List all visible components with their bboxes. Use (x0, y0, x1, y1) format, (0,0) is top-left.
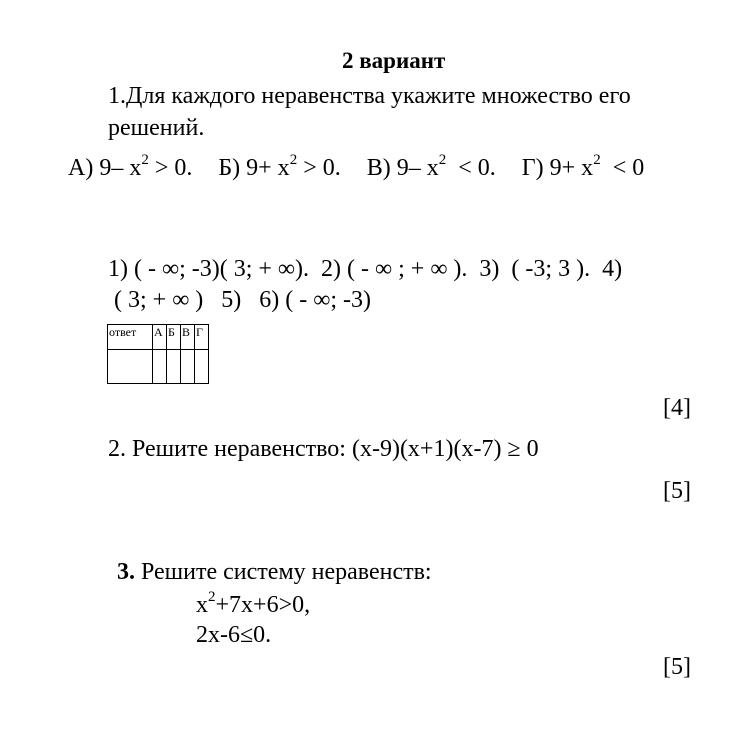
inequality-b: Б) $9+ х^2 > 0$. (218, 152, 341, 181)
answer-header-cell: Б (167, 325, 181, 350)
task1-options-line2: ( 3; + ∞ ) 5) 6) ( - ∞; -3) (114, 287, 372, 313)
answer-table-header (108, 325, 209, 350)
answer-header-cell: Г (195, 325, 209, 350)
answer-table-row (108, 350, 209, 384)
answer-cell[interactable] (153, 350, 167, 384)
task1-line1: 1.Для каждого неравенства укажите множество его (108, 83, 631, 109)
task3-heading (117, 557, 432, 587)
task2-score: [5] (663, 478, 691, 504)
answer-cell[interactable] (181, 350, 195, 384)
answer-header-cell: А (153, 325, 167, 350)
answer-cell[interactable] (167, 350, 181, 384)
inequality-g: Г) $9+ х^2 < 0$ (521, 152, 645, 181)
task3-text: Решите систему неравенств: (135, 559, 432, 585)
task1-score: [4] (663, 395, 691, 421)
task1-options-line1: 1) ( - ∞; -3)( 3; + ∞). 2) ( - ∞ ; + ∞ ). 3) ( -3; 3 ). 4) (108, 256, 623, 282)
variant-title: 2 вариант (342, 48, 446, 73)
task3-inequality-1: $х^2+7х+6>0$, (196, 589, 311, 618)
answer-cell[interactable] (195, 350, 209, 384)
inequality-a: А) 9– $х^2 > 0$. (68, 152, 193, 181)
task2-text: 2. Решите неравенство: (х-9)(х+1)(х-7) ≥ 0 (108, 436, 539, 462)
answer-table (107, 324, 209, 384)
task1-inequalities (68, 153, 644, 183)
answer-cell[interactable] (108, 350, 153, 384)
answer-header-cell: В (181, 325, 195, 350)
task3-score: [5] (663, 654, 691, 680)
task3-inequality-2: 2х-6≤0. (196, 622, 272, 648)
task1-line2: решений. (108, 115, 205, 141)
answer-header-cell: ответ (108, 325, 153, 350)
task3-number: 3. (117, 559, 135, 585)
inequality-v: В) 9– $х^2 < 0$. (366, 152, 496, 181)
